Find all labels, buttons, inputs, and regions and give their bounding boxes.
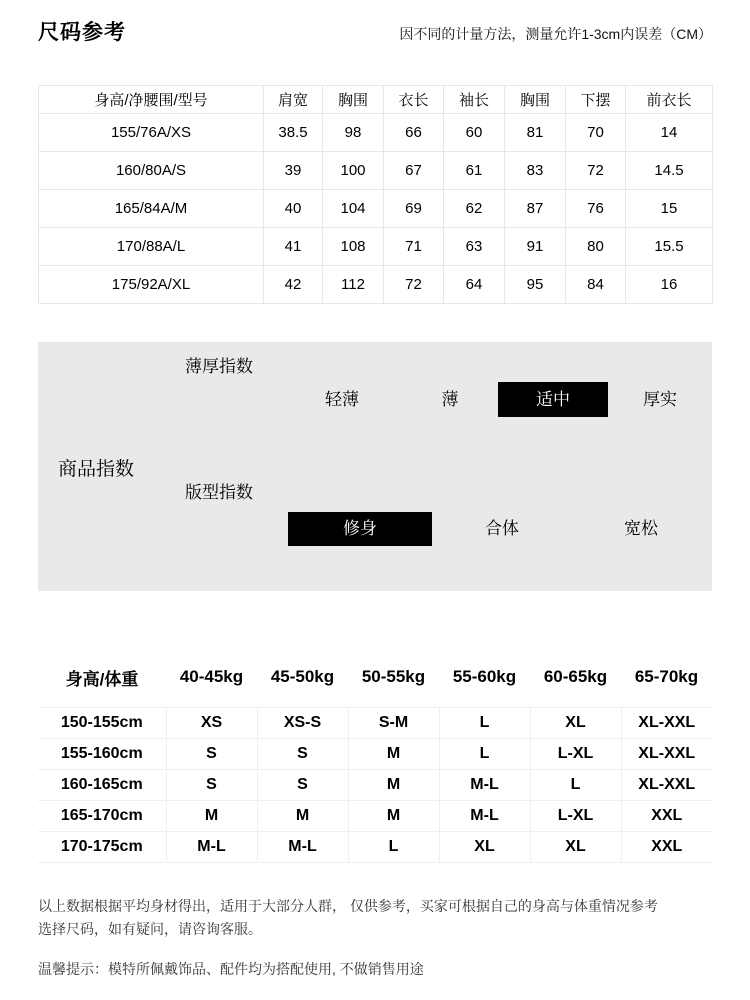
fit-table-size-cell: M-L bbox=[439, 770, 530, 801]
size-table-header-cell: 胸围 bbox=[323, 86, 384, 114]
size-table-cell: 155/76A/XS bbox=[39, 114, 264, 152]
fit-table-size-cell: M-L bbox=[257, 832, 348, 863]
size-table-cell: 112 bbox=[323, 266, 384, 304]
fit-table-size-cell: XXL bbox=[621, 832, 712, 863]
fit-table-weight-header: 65-70kg bbox=[634, 667, 699, 686]
size-table-header-cell: 袖长 bbox=[444, 86, 505, 114]
fit-option-loose: 宽松 bbox=[624, 519, 658, 538]
fit-table-height-cell: 170-175cm bbox=[38, 832, 166, 863]
fit-table-weight-header: 50-55kg bbox=[361, 667, 426, 686]
section-header bbox=[38, 0, 712, 46]
thickness-option-thin: 薄 bbox=[441, 390, 459, 409]
size-table-cell: 14 bbox=[626, 114, 713, 152]
disclaimer-line-2: 选择尺码，如有疑问，请咨询客服。 bbox=[38, 921, 262, 937]
product-index-panel bbox=[38, 342, 712, 591]
size-table-cell: 16 bbox=[626, 266, 713, 304]
fit-table-weight-header: 60-65kg bbox=[543, 667, 608, 686]
size-table-cell: 100 bbox=[323, 152, 384, 190]
size-table-cell: 98 bbox=[323, 114, 384, 152]
fit-table-weight-header: 40-45kg bbox=[179, 667, 244, 686]
fit-table-size-cell: XL bbox=[439, 832, 530, 863]
fit-table-row bbox=[38, 832, 712, 863]
size-table bbox=[38, 85, 713, 304]
fit-option-slim: 修身 bbox=[288, 512, 432, 546]
fit-table-size-cell: M bbox=[257, 801, 348, 832]
size-table-header-cell: 身高/净腰围/型号 bbox=[39, 86, 264, 114]
size-table-header-cell: 肩宽 bbox=[264, 86, 323, 114]
size-table-row bbox=[39, 190, 713, 228]
fit-table-size-cell: S bbox=[166, 739, 257, 770]
fit-table-height-cell: 155-160cm bbox=[38, 739, 166, 770]
size-table-cell: 80 bbox=[566, 228, 626, 266]
fit-table-size-cell: XL bbox=[530, 708, 621, 739]
size-table-cell: 87 bbox=[505, 190, 566, 228]
fit-table-size-cell: L bbox=[439, 708, 530, 739]
fit-table-row bbox=[38, 708, 712, 739]
thickness-index-label: 薄厚指数 bbox=[185, 357, 253, 376]
size-table-cell: 70 bbox=[566, 114, 626, 152]
size-table-cell: 84 bbox=[566, 266, 626, 304]
disclaimer-text bbox=[38, 895, 712, 941]
size-table-cell: 170/88A/L bbox=[39, 228, 264, 266]
size-table-cell: 91 bbox=[505, 228, 566, 266]
size-table-cell: 38.5 bbox=[264, 114, 323, 152]
size-table-cell: 165/84A/M bbox=[39, 190, 264, 228]
thickness-option-thick: 厚实 bbox=[643, 390, 677, 409]
fit-table-size-cell: M bbox=[348, 770, 439, 801]
size-table-cell: 14.5 bbox=[626, 152, 713, 190]
fit-table-header-row bbox=[38, 647, 712, 708]
thickness-option-light: 轻薄 bbox=[325, 390, 359, 409]
fit-table-weight-header: 55-60kg bbox=[452, 667, 517, 686]
fit-table-size-cell: L bbox=[530, 770, 621, 801]
size-table-header-row bbox=[39, 86, 713, 114]
size-table-cell: 40 bbox=[264, 190, 323, 228]
size-table-cell: 41 bbox=[264, 228, 323, 266]
size-table-cell: 104 bbox=[323, 190, 384, 228]
size-table-cell: 72 bbox=[384, 266, 444, 304]
fit-table-height-cell: 150-155cm bbox=[38, 708, 166, 739]
fit-table-size-cell: L-XL bbox=[530, 739, 621, 770]
size-table-cell: 15 bbox=[626, 190, 713, 228]
size-table-cell: 61 bbox=[444, 152, 505, 190]
size-table-cell: 108 bbox=[323, 228, 384, 266]
fit-table-size-cell: S-M bbox=[348, 708, 439, 739]
fit-option-regular: 合体 bbox=[485, 519, 519, 538]
size-table-cell: 175/92A/XL bbox=[39, 266, 264, 304]
size-table-cell: 83 bbox=[505, 152, 566, 190]
size-table-header-cell: 下摆 bbox=[566, 86, 626, 114]
size-table-cell: 76 bbox=[566, 190, 626, 228]
measurement-tolerance-note: 因不同的计量方法，测量允许1-3cm内误差（CM） bbox=[399, 26, 712, 42]
size-table-cell: 67 bbox=[384, 152, 444, 190]
size-table-cell: 39 bbox=[264, 152, 323, 190]
warm-tip-text: 温馨提示：模特所佩戴饰品、配件均为搭配使用, 不做销售用途 bbox=[38, 961, 424, 977]
fit-table-size-cell: L bbox=[439, 739, 530, 770]
size-table-cell: 60 bbox=[444, 114, 505, 152]
height-weight-table bbox=[38, 647, 712, 863]
fit-table-size-cell: M-L bbox=[166, 832, 257, 863]
fit-table-size-cell: L bbox=[348, 832, 439, 863]
fit-table-weight-header: 45-50kg bbox=[270, 667, 335, 686]
size-table-header-cell: 衣长 bbox=[384, 86, 444, 114]
page-title: 尺码参考 bbox=[38, 21, 126, 44]
size-table-cell: 72 bbox=[566, 152, 626, 190]
size-table-cell: 15.5 bbox=[626, 228, 713, 266]
size-table-row bbox=[39, 266, 713, 304]
fit-table-row bbox=[38, 770, 712, 801]
fit-table-corner-header: 身高/体重 bbox=[65, 669, 139, 689]
size-table-row bbox=[39, 114, 713, 152]
fit-table-size-cell: M bbox=[348, 739, 439, 770]
fit-table-size-cell: XS bbox=[166, 708, 257, 739]
fit-table-size-cell: M bbox=[166, 801, 257, 832]
fit-table-size-cell: XL-XXL bbox=[621, 770, 712, 801]
fit-table-height-cell: 160-165cm bbox=[38, 770, 166, 801]
product-index-label: 商品指数 bbox=[58, 459, 135, 480]
fit-table-size-cell: M bbox=[348, 801, 439, 832]
fit-table-height-cell: 165-170cm bbox=[38, 801, 166, 832]
size-table-row bbox=[39, 152, 713, 190]
size-table-cell: 69 bbox=[384, 190, 444, 228]
size-table-cell: 64 bbox=[444, 266, 505, 304]
disclaimer-line-1: 以上数据根据平均身材得出，适用于大部分人群， 仅供参考，买家可根据自己的身高与体重情况参考 bbox=[38, 898, 658, 914]
size-table-cell: 81 bbox=[505, 114, 566, 152]
size-table-row bbox=[39, 228, 713, 266]
fit-index-label: 版型指数 bbox=[185, 483, 253, 502]
size-table-cell: 95 bbox=[505, 266, 566, 304]
thickness-option-medium: 适中 bbox=[498, 382, 608, 417]
fit-table-row bbox=[38, 801, 712, 832]
fit-table-size-cell: XL bbox=[530, 832, 621, 863]
fit-table-size-cell: XXL bbox=[621, 801, 712, 832]
fit-table-size-cell: S bbox=[166, 770, 257, 801]
size-table-header-cell: 前衣长 bbox=[626, 86, 713, 114]
size-table-header-cell: 胸围 bbox=[505, 86, 566, 114]
size-table-cell: 42 bbox=[264, 266, 323, 304]
fit-table-row bbox=[38, 739, 712, 770]
fit-table-size-cell: S bbox=[257, 770, 348, 801]
fit-table-size-cell: XL-XXL bbox=[621, 739, 712, 770]
size-table-cell: 63 bbox=[444, 228, 505, 266]
fit-table-size-cell: M-L bbox=[439, 801, 530, 832]
size-table-cell: 71 bbox=[384, 228, 444, 266]
fit-table-size-cell: XS-S bbox=[257, 708, 348, 739]
size-table-cell: 160/80A/S bbox=[39, 152, 264, 190]
fit-table-size-cell: L-XL bbox=[530, 801, 621, 832]
size-table-cell: 66 bbox=[384, 114, 444, 152]
fit-table-size-cell: XL-XXL bbox=[621, 708, 712, 739]
fit-table-size-cell: S bbox=[257, 739, 348, 770]
size-table-cell: 62 bbox=[444, 190, 505, 228]
